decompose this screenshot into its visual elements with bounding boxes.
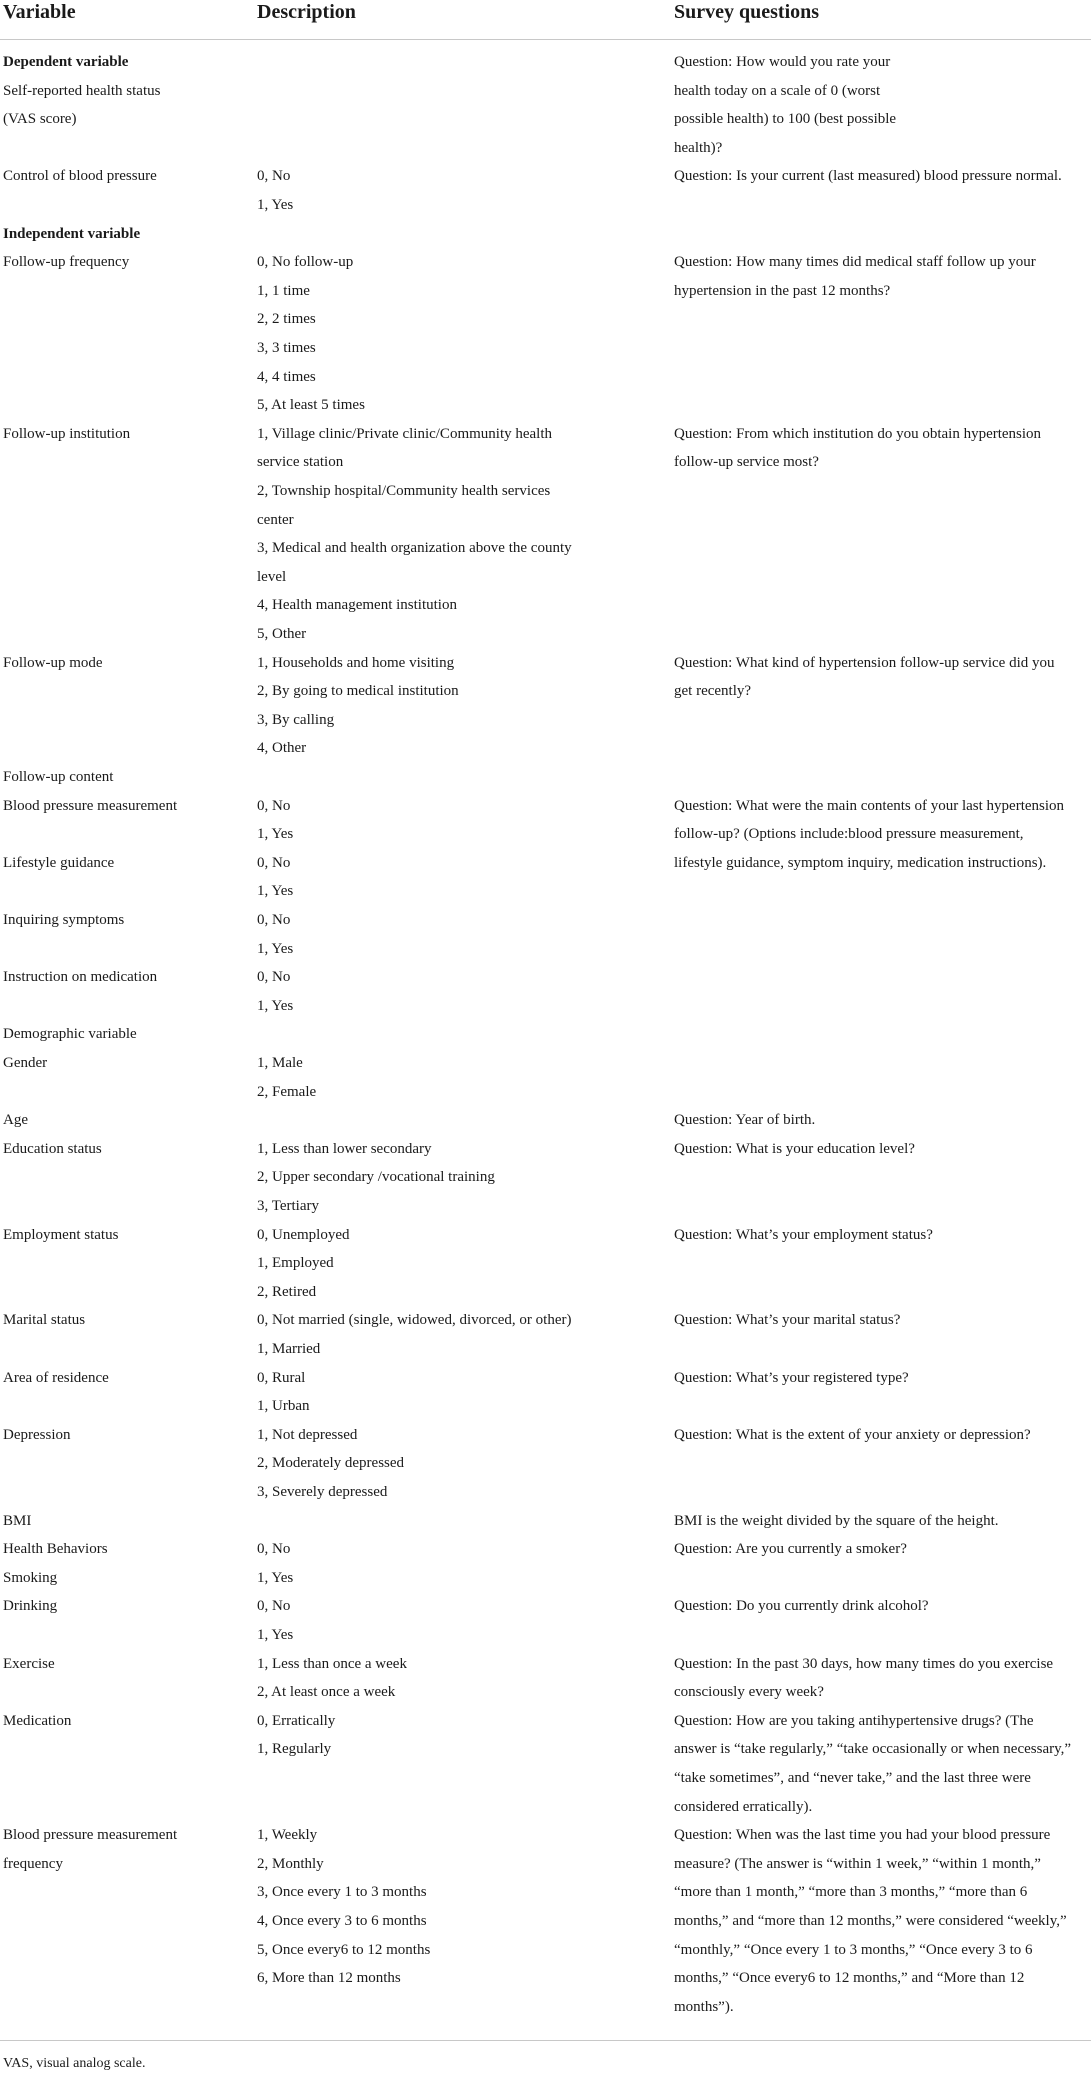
variable-cell: Follow-up frequency — [3, 254, 130, 271]
variable-cell: Depression — [3, 1426, 71, 1443]
description-cell: 1, Yes — [257, 1627, 294, 1643]
question-cell: Question: How many times did medical staff follow up your — [674, 254, 1036, 271]
question-cell: get recently? — [674, 683, 752, 700]
description-cell: 0, Not married (single, widowed, divorced, or other) — [257, 1312, 572, 1329]
footnote: VAS, visual analog scale. — [3, 2056, 146, 2071]
variable-cell: (VAS score) — [3, 111, 77, 128]
question-cell: Question: In the past 30 days, how many times do you exercise — [674, 1655, 1054, 1672]
description-cell: service station — [257, 454, 344, 471]
variable-cell: Control of blood pressure — [3, 168, 157, 185]
variable-cell: Education status — [3, 1140, 102, 1157]
question-cell: Question: What is your education level? — [674, 1140, 915, 1157]
description-cell: 0, No — [257, 854, 291, 871]
variable-cell: Follow-up institution — [3, 425, 131, 442]
description-cell: 1, Yes — [257, 997, 294, 1014]
description-cell: 1, Less than lower secondary — [257, 1140, 432, 1157]
question-cell: Question: Do you currently drink alcohol? — [674, 1598, 929, 1615]
variable-cell: Area of residence — [3, 1369, 109, 1386]
question-cell: possible health) to 100 (best possible — [674, 111, 897, 128]
question-cell: follow-up service most? — [674, 454, 819, 471]
question-cell: “monthly,” “Once every 1 to 3 months,” “Once every 3 to 6 — [674, 1941, 1033, 1958]
question-cell: Question: What’s your registered type? — [674, 1369, 909, 1386]
question-cell: Question: Year of birth. — [674, 1112, 816, 1129]
description-cell: 1, Employed — [257, 1255, 334, 1272]
description-cell: 2, At least once a week — [257, 1684, 396, 1701]
description-cell: 0, No — [257, 1598, 291, 1615]
variable-cell: Gender — [3, 1055, 48, 1071]
variable-cell: Demographic variable — [3, 1026, 137, 1043]
description-cell: 1, Yes — [257, 940, 294, 957]
variable-cell: Blood pressure measurement — [3, 1827, 178, 1844]
variable-cell: Medication — [3, 1712, 72, 1729]
variable-cell: Blood pressure measurement — [3, 797, 178, 814]
description-cell: 6, More than 12 months — [257, 1970, 401, 1987]
description-cell: 1, Married — [257, 1341, 321, 1357]
description-cell: 5, Other — [257, 626, 307, 642]
description-cell: 4, Other — [257, 740, 307, 757]
variable-cell: Smoking — [3, 1569, 58, 1586]
description-cell: 2, Retired — [257, 1283, 317, 1300]
question-cell: measure? (The answer is “within 1 week,” “within 1 month,” — [674, 1855, 1041, 1872]
question-cell: answer is “take regularly,” “take occasionally or when necessary,” — [674, 1741, 1072, 1758]
question-cell: lifestyle guidance, symptom inquiry, medication instructions). — [674, 854, 1047, 871]
description-cell: 0, No — [257, 912, 291, 928]
table-header — [0, 0, 1091, 40]
variable-cell: Independent variable — [3, 225, 141, 242]
question-cell: Question: Is your current (last measured) blood pressure normal. — [674, 168, 1062, 185]
description-cell: level — [257, 568, 287, 585]
question-cell: Question: What were the main contents of your last hypertension — [674, 797, 1065, 814]
description-cell: 3, Medical and health organization above the county — [257, 540, 572, 557]
description-cell: 5, Once every6 to 12 months — [257, 1941, 431, 1958]
question-cell: consciously every week? — [674, 1684, 824, 1701]
description-cell: 1, Weekly — [257, 1827, 318, 1844]
description-cell: 1, Yes — [257, 826, 294, 843]
description-cell: 2, Township hospital/Community health services — [257, 483, 551, 499]
variable-cell: Follow-up content — [3, 769, 114, 785]
question-cell: “more than 1 month,” “more than 3 months,” “more than 6 — [674, 1884, 1028, 1901]
description-cell: 4, 4 times — [257, 368, 316, 385]
header-description: Description — [257, 1, 356, 23]
description-cell: 0, Unemployed — [257, 1226, 350, 1243]
variable-cell: Marital status — [3, 1312, 86, 1329]
variable-cell: Drinking — [3, 1598, 58, 1615]
header-survey-questions: Survey questions — [674, 1, 820, 23]
description-cell: 1, 1 time — [257, 282, 310, 299]
variable-cell: Exercise — [3, 1655, 55, 1672]
description-cell: 2, Monthly — [257, 1855, 324, 1872]
description-cell: 1, Less than once a week — [257, 1655, 407, 1672]
question-cell: health today on a scale of 0 (worst — [674, 82, 881, 99]
description-cell: 5, At least 5 times — [257, 397, 365, 414]
description-cell: 0, No — [257, 797, 291, 814]
description-cell: 1, Urban — [257, 1398, 310, 1415]
description-cell: 2, Female — [257, 1083, 317, 1100]
description-cell: 2, Upper secondary /vocational training — [257, 1169, 495, 1186]
description-cell: 4, Health management institution — [257, 597, 457, 614]
description-cell: 0, No — [257, 168, 291, 185]
variable-cell: Instruction on medication — [3, 969, 158, 986]
description-cell: 0, No — [257, 1541, 291, 1558]
question-cell: BMI is the weight divided by the square of the height. — [674, 1512, 999, 1529]
description-cell: 1, Yes — [257, 197, 294, 213]
description-cell: 2, 2 times — [257, 311, 316, 328]
question-cell: considered erratically). — [674, 1798, 813, 1815]
variable-cell: Follow-up mode — [3, 654, 103, 671]
variable-cell: Inquiring symptoms — [3, 912, 125, 928]
description-cell: 0, Erratically — [257, 1712, 336, 1729]
question-cell: months,” and “more than 12 months,” were considered “weekly,” — [674, 1913, 1067, 1929]
description-cell: 0, No follow-up — [257, 254, 354, 271]
question-cell: follow-up? (Options include:blood pressure measurement, — [674, 826, 1024, 843]
question-cell: health)? — [674, 139, 723, 156]
question-cell: Question: How are you taking antihypertensive drugs? (The — [674, 1712, 1034, 1729]
question-cell: Question: What’s your employment status? — [674, 1226, 933, 1243]
description-cell: 1, Regularly — [257, 1741, 332, 1758]
variable-cell: BMI — [3, 1512, 32, 1529]
description-cell: 1, Male — [257, 1055, 303, 1071]
question-cell: Question: From which institution do you obtain hypertension — [674, 425, 1042, 442]
description-cell: 2, Moderately depressed — [257, 1455, 405, 1472]
variable-cell: Self-reported health status — [3, 82, 161, 99]
description-cell: 0, Rural — [257, 1369, 306, 1386]
variable-cell: Lifestyle guidance — [3, 854, 115, 871]
description-cell: 0, No — [257, 969, 291, 986]
description-cell: 3, 3 times — [257, 340, 316, 356]
description-cell: 2, By going to medical institution — [257, 683, 459, 700]
question-cell: Question: What is the extent of your anxiety or depression? — [674, 1426, 1031, 1443]
variable-cell: Age — [3, 1112, 28, 1129]
description-cell: 1, Village clinic/Private clinic/Community health — [257, 425, 553, 442]
variable-cell: Dependent variable — [3, 54, 129, 70]
description-cell: 1, Not depressed — [257, 1426, 358, 1443]
description-cell: 4, Once every 3 to 6 months — [257, 1913, 427, 1929]
question-cell: Question: When was the last time you had your blood pressure — [674, 1827, 1051, 1844]
variable-cell: Employment status — [3, 1226, 119, 1243]
description-cell: 3, Once every 1 to 3 months — [257, 1884, 427, 1901]
question-cell: Question: How would you rate your — [674, 54, 891, 70]
header-rule — [0, 39, 1091, 40]
description-cell: 1, Yes — [257, 1569, 294, 1586]
question-cell: months”). — [674, 1998, 734, 2015]
description-cell: 3, Severely depressed — [257, 1484, 388, 1500]
description-cell: 3, Tertiary — [257, 1198, 319, 1214]
question-cell: months,” “Once every6 to 12 months,” and “More than 12 — [674, 1970, 1025, 1987]
question-cell: hypertension in the past 12 months? — [674, 282, 891, 299]
description-cell: center — [257, 511, 294, 528]
variable-cell: frequency — [3, 1855, 63, 1872]
header-variable: Variable — [3, 1, 76, 23]
question-cell: Question: Are you currently a smoker? — [674, 1541, 907, 1558]
description-cell: 3, By calling — [257, 711, 335, 728]
description-cell: 1, Yes — [257, 883, 294, 900]
question-cell: “take sometimes”, and “never take,” and the last three were — [674, 1770, 1031, 1786]
question-cell: Question: What’s your marital status? — [674, 1312, 901, 1329]
question-cell: Question: What kind of hypertension follow-up service did you — [674, 654, 1055, 671]
description-cell: 1, Households and home visiting — [257, 654, 455, 671]
bottom-rule — [0, 2040, 1091, 2041]
variable-cell: Health Behaviors — [3, 1541, 108, 1558]
